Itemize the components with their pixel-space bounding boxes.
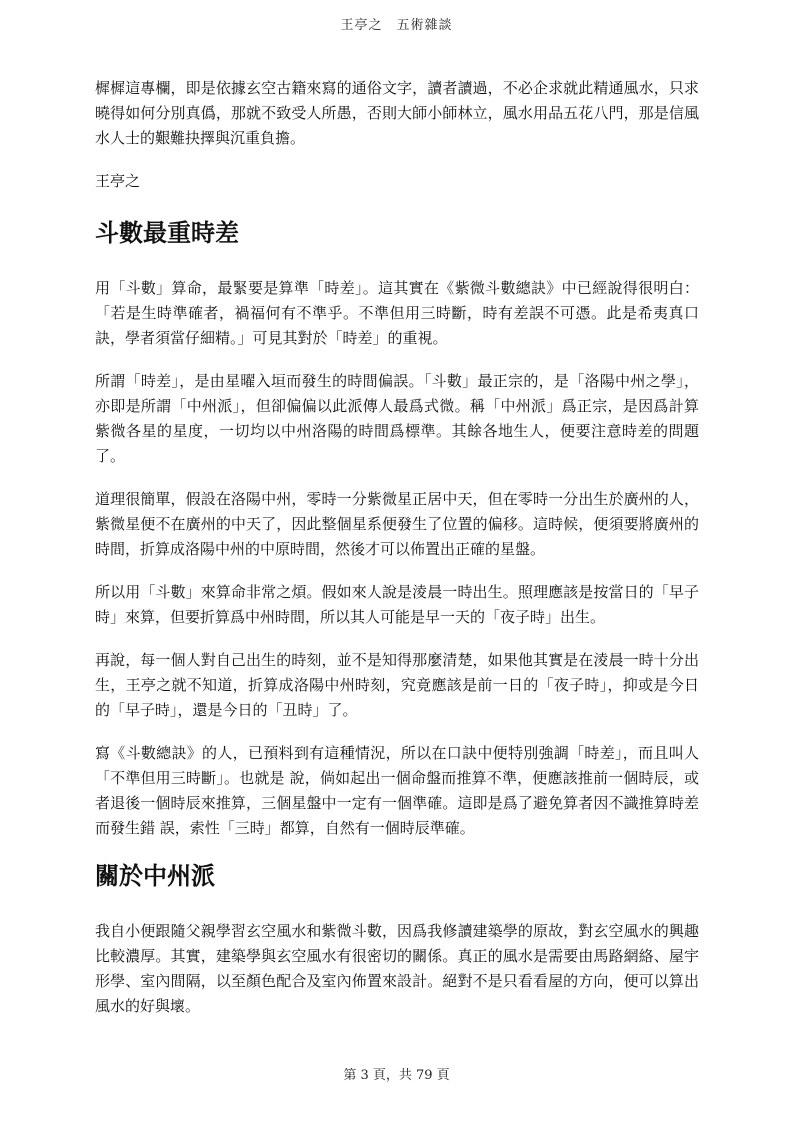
section1-paragraph: 道理很簡單，假設在洛陽中州，零時一分紫微星正居中天，但在零時一分出生於廣州的人，紫微星便不在廣州的中天了，因此整個星系便發生了位置的偏移。這時候，便須要將廣州的時間，折算成洛陽中州的中原時間，然後才可以佈置出正確的星盤。 bbox=[95, 490, 699, 558]
section1-paragraph: 用「斗數」算命，最緊要是算準「時差」。這其實在《紫微斗數總訣》中已經說得很明白：「若是生時準確者，禍福何有不準乎。不準但用三時斷，時有差誤不可憑。此是希夷真口訣，學者須當仔細精。」可見其對於「時差」的重視。 bbox=[95, 279, 699, 347]
page-content bbox=[95, 76, 699, 1037]
intro-paragraph: 樨樨這專欄，即是依據玄空古籍來寫的通俗文字，讀者讀過，不必企求就此精通風水，只求曉得如何分別真僞，那就不致受人所愚，否則大師小師林立，風水用品五花八門，那是信風水人士的艱難抉擇與沉重負擔。 bbox=[95, 79, 699, 147]
section2-paragraph: 我自小便跟隨父親學習玄空風水和紫微斗數，因爲我修讀建築學的原故，對玄空風水的興趣比較濃厚。其實，建築學與玄空風水有很密切的關係。真正的風水是需要由馬路網絡、屋宇形學、室內間隔，以至顏色配合及室內佈置來設計。絕對不是只看看屋的方向，便可以算出風水的好與壞。 bbox=[95, 922, 699, 1015]
section1-paragraph: 再說，每一個人對自己出生的時刻，並不是知得那麼清楚，如果他其實是在淩晨一時十分出生，王亭之就不知道，折算成洛陽中州時刻，究竟應該是前一日的「夜子時」，抑或是今日的「早子時」，還是今日的「丑時」了。 bbox=[95, 651, 699, 719]
header-author: 王亭之 bbox=[340, 18, 383, 33]
section-heading-zhongzhou-school: 關於中州派 bbox=[95, 862, 215, 890]
page-number-footer: 第 3 頁，共 79 頁 bbox=[343, 1068, 450, 1083]
section1-paragraph: 所以用「斗數」來算命非常之煩。假如來人說是淩晨一時出生。照理應該是按當日的「早子時」來算，但要折算爲中州時間，所以其人可能是早一天的「夜子時」出生。 bbox=[95, 583, 699, 626]
running-header bbox=[0, 14, 793, 33]
section-heading-time-difference: 斗數最重時差 bbox=[95, 219, 239, 247]
section1-paragraph: 寫《斗數總訣》的人，已預料到有這種情況，所以在口訣中便特別強調「時差」，而且叫人「不準但用三時斷」。也就是 說，倘如起出一個命盤而推算不準，便應該推前一個時辰，或者退後一個時辰來推算，三個星盤中一定有一個準確。這即是爲了避免算者因不識推算時差而發生錯 誤，索性「三時」都算，自然有一個時辰準確。 bbox=[95, 744, 699, 837]
intro-signature: 王亭之 bbox=[95, 172, 141, 190]
section1-paragraph: 所謂「時差」，是由星曜入垣而發生的時間偏誤。「斗數」最正宗的，是「洛陽中州之學」，亦即是所謂「中州派」，但卻偏偏以此派傳人最爲式微。稱「中州派」爲正宗，是因爲計算紫微各星的星度，一切均以中州洛陽的時間爲標準。其餘各地生人，便要注意時差的問題了。 bbox=[95, 372, 699, 465]
header-book-title: 五術雜談 bbox=[396, 18, 453, 33]
